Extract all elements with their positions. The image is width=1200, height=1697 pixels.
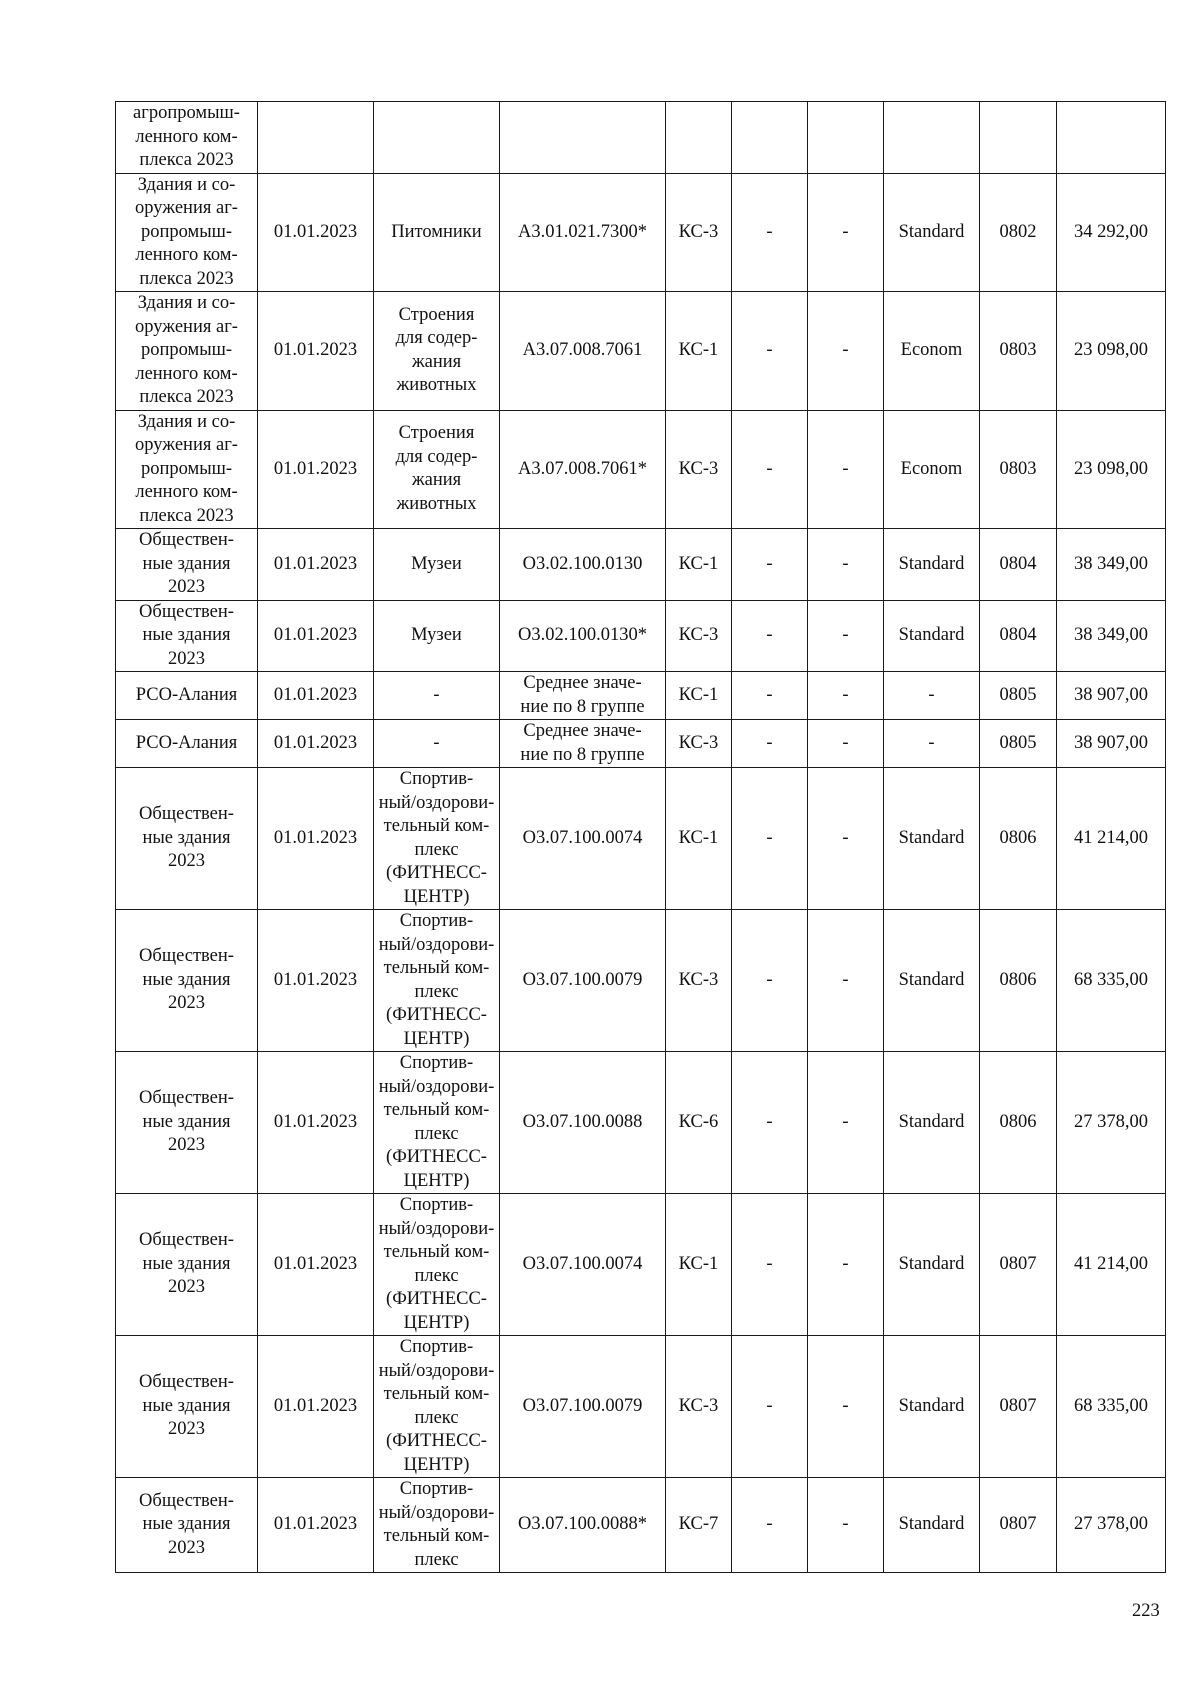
- table-cell: КС-1: [666, 1194, 732, 1336]
- table-cell: -: [732, 600, 808, 672]
- table-row: [116, 768, 1166, 910]
- table-cell: 0802: [980, 173, 1057, 292]
- table-cell: -: [808, 720, 884, 768]
- table-cell: 0807: [980, 1336, 1057, 1478]
- table-cell: Standard: [884, 1052, 980, 1194]
- table-cell: 38 349,00: [1057, 529, 1166, 601]
- table-cell: 0806: [980, 910, 1057, 1052]
- table-cell: -: [732, 529, 808, 601]
- table-cell: Музеи: [374, 600, 500, 672]
- table-cell: 01.01.2023: [258, 529, 374, 601]
- table-cell: 23 098,00: [1057, 292, 1166, 411]
- table-cell: КС-1: [666, 292, 732, 411]
- table-cell: 0804: [980, 600, 1057, 672]
- table-cell: [1057, 102, 1166, 174]
- table-cell: [884, 102, 980, 174]
- table-cell: 0806: [980, 768, 1057, 910]
- table-cell: Питомники: [374, 173, 500, 292]
- table-cell: Здания и со- оружения аг- ропромыш- ленного ком- плекса 2023: [116, 410, 258, 529]
- table-cell: 01.01.2023: [258, 672, 374, 720]
- table-cell: -: [808, 672, 884, 720]
- table-cell: -: [808, 910, 884, 1052]
- table-cell: Обществен- ные здания 2023: [116, 1478, 258, 1573]
- table-cell: 68 335,00: [1057, 1336, 1166, 1478]
- table-cell: -: [808, 410, 884, 529]
- table-row: [116, 292, 1166, 411]
- table-cell: -: [808, 600, 884, 672]
- table-cell: -: [732, 410, 808, 529]
- table-cell: 01.01.2023: [258, 600, 374, 672]
- table-cell: [374, 102, 500, 174]
- table-cell: Standard: [884, 768, 980, 910]
- table-cell: [808, 102, 884, 174]
- table-cell: -: [884, 720, 980, 768]
- table-cell: Обществен- ные здания 2023: [116, 1194, 258, 1336]
- table-cell: [258, 102, 374, 174]
- table-cell: [732, 102, 808, 174]
- table-cell: 23 098,00: [1057, 410, 1166, 529]
- table-cell: 0803: [980, 292, 1057, 411]
- table-cell: -: [732, 292, 808, 411]
- table-cell: [666, 102, 732, 174]
- table-cell: [500, 102, 666, 174]
- table-cell: Спортив- ный/оздорови- тельный ком- плекс (ФИТНЕСС- ЦЕНТР): [374, 768, 500, 910]
- table-row: [116, 1194, 1166, 1336]
- table-cell: 27 378,00: [1057, 1052, 1166, 1194]
- table-cell: 01.01.2023: [258, 292, 374, 411]
- table-cell: -: [732, 672, 808, 720]
- table-cell: [980, 102, 1057, 174]
- table-cell: 01.01.2023: [258, 1052, 374, 1194]
- page-number: 223: [1132, 1601, 1160, 1621]
- table-row: [116, 910, 1166, 1052]
- table-cell: Спортив- ный/оздорови- тельный ком- плекс (ФИТНЕСС- ЦЕНТР): [374, 1336, 500, 1478]
- table-cell: КС-7: [666, 1478, 732, 1573]
- table-cell: Econom: [884, 410, 980, 529]
- table-cell: КС-3: [666, 173, 732, 292]
- table-cell: Спортив- ный/оздорови- тельный ком- плекс (ФИТНЕСС- ЦЕНТР): [374, 1052, 500, 1194]
- table-cell: 0803: [980, 410, 1057, 529]
- table-cell: О3.02.100.0130: [500, 529, 666, 601]
- table-cell: Econom: [884, 292, 980, 411]
- table-cell: -: [732, 173, 808, 292]
- table-cell: -: [732, 1336, 808, 1478]
- table-cell: 0807: [980, 1194, 1057, 1336]
- table-cell: -: [808, 173, 884, 292]
- table-cell: КС-1: [666, 529, 732, 601]
- table-row: [116, 1336, 1166, 1478]
- table-cell: Standard: [884, 1478, 980, 1573]
- table-cell: Здания и со- оружения аг- ропромыш- ленного ком- плекса 2023: [116, 173, 258, 292]
- table-cell: 38 349,00: [1057, 600, 1166, 672]
- table-cell: О3.07.100.0074: [500, 1194, 666, 1336]
- table-cell: РСО-Алания: [116, 720, 258, 768]
- table-cell: Строения для содер- жания животных: [374, 410, 500, 529]
- table-cell: 01.01.2023: [258, 1478, 374, 1573]
- table-cell: О3.07.100.0074: [500, 768, 666, 910]
- table-cell: -: [808, 1478, 884, 1573]
- table-cell: Здания и со- оружения аг- ропромыш- ленного ком- плекса 2023: [116, 292, 258, 411]
- table-cell: 41 214,00: [1057, 768, 1166, 910]
- table-cell: Обществен- ные здания 2023: [116, 768, 258, 910]
- table-row: [116, 102, 1166, 174]
- table-cell: Обществен- ные здания 2023: [116, 600, 258, 672]
- table-cell: О3.02.100.0130*: [500, 600, 666, 672]
- table-cell: -: [732, 1052, 808, 1194]
- table-cell: КС-3: [666, 1336, 732, 1478]
- table-cell: Спортив- ный/оздорови- тельный ком- плекс (ФИТНЕСС- ЦЕНТР): [374, 1194, 500, 1336]
- table-cell: агропромыш- ленного ком- плекса 2023: [116, 102, 258, 174]
- table-cell: Музеи: [374, 529, 500, 601]
- table-cell: 38 907,00: [1057, 672, 1166, 720]
- table-cell: Строения для содер- жания животных: [374, 292, 500, 411]
- table-cell: 01.01.2023: [258, 410, 374, 529]
- table-cell: -: [732, 720, 808, 768]
- table-cell: Standard: [884, 529, 980, 601]
- table-cell: 0806: [980, 1052, 1057, 1194]
- table-cell: -: [374, 672, 500, 720]
- table-cell: КС-3: [666, 720, 732, 768]
- table-cell: КС-3: [666, 910, 732, 1052]
- table-cell: РСО-Алания: [116, 672, 258, 720]
- table-cell: 0804: [980, 529, 1057, 601]
- table-cell: А3.07.008.7061*: [500, 410, 666, 529]
- table-row: [116, 672, 1166, 720]
- table-cell: О3.07.100.0088: [500, 1052, 666, 1194]
- table-cell: 01.01.2023: [258, 768, 374, 910]
- table-cell: -: [808, 768, 884, 910]
- table-cell: -: [732, 1194, 808, 1336]
- table-cell: -: [374, 720, 500, 768]
- table-row: [116, 1478, 1166, 1573]
- table-row: [116, 410, 1166, 529]
- table-cell: КС-6: [666, 1052, 732, 1194]
- table-cell: 01.01.2023: [258, 720, 374, 768]
- table-cell: А3.01.021.7300*: [500, 173, 666, 292]
- table-cell: -: [808, 1052, 884, 1194]
- table-cell: -: [884, 672, 980, 720]
- table-cell: Обществен- ные здания 2023: [116, 910, 258, 1052]
- table-cell: Среднее значе- ние по 8 группе: [500, 720, 666, 768]
- table-cell: А3.07.008.7061: [500, 292, 666, 411]
- table-cell: 01.01.2023: [258, 1194, 374, 1336]
- table-cell: КС-1: [666, 672, 732, 720]
- table-row: [116, 720, 1166, 768]
- table-cell: Обществен- ные здания 2023: [116, 1336, 258, 1478]
- table-cell: Standard: [884, 173, 980, 292]
- table-cell: 01.01.2023: [258, 1336, 374, 1478]
- table-cell: Спортив- ный/оздорови- тельный ком- плекс (ФИТНЕСС- ЦЕНТР): [374, 910, 500, 1052]
- table-cell: -: [808, 292, 884, 411]
- table-cell: -: [732, 1478, 808, 1573]
- table-cell: О3.07.100.0079: [500, 910, 666, 1052]
- table-cell: -: [808, 1336, 884, 1478]
- table-cell: Standard: [884, 1194, 980, 1336]
- table-cell: О3.07.100.0088*: [500, 1478, 666, 1573]
- table-row: [116, 173, 1166, 292]
- table-cell: Standard: [884, 600, 980, 672]
- table-cell: 01.01.2023: [258, 173, 374, 292]
- table-cell: Standard: [884, 1336, 980, 1478]
- table-cell: Standard: [884, 910, 980, 1052]
- table-row: [116, 529, 1166, 601]
- table-cell: КС-3: [666, 600, 732, 672]
- table-row: [116, 1052, 1166, 1194]
- table-cell: 41 214,00: [1057, 1194, 1166, 1336]
- table-cell: Спортив- ный/оздорови- тельный ком- плекс: [374, 1478, 500, 1573]
- table-cell: Среднее значе- ние по 8 группе: [500, 672, 666, 720]
- table-cell: -: [808, 1194, 884, 1336]
- table-cell: 68 335,00: [1057, 910, 1166, 1052]
- table-cell: 34 292,00: [1057, 173, 1166, 292]
- table-row: [116, 600, 1166, 672]
- table-cell: О3.07.100.0079: [500, 1336, 666, 1478]
- table-cell: 01.01.2023: [258, 910, 374, 1052]
- price-table: [115, 101, 1166, 1573]
- table-cell: 38 907,00: [1057, 720, 1166, 768]
- table-cell: -: [732, 910, 808, 1052]
- table-cell: 0805: [980, 672, 1057, 720]
- table-cell: Обществен- ные здания 2023: [116, 529, 258, 601]
- table-cell: КС-3: [666, 410, 732, 529]
- table-cell: Обществен- ные здания 2023: [116, 1052, 258, 1194]
- table-cell: 0807: [980, 1478, 1057, 1573]
- table-cell: 27 378,00: [1057, 1478, 1166, 1573]
- table-cell: -: [732, 768, 808, 910]
- table-cell: -: [808, 529, 884, 601]
- table-cell: 0805: [980, 720, 1057, 768]
- table-cell: КС-1: [666, 768, 732, 910]
